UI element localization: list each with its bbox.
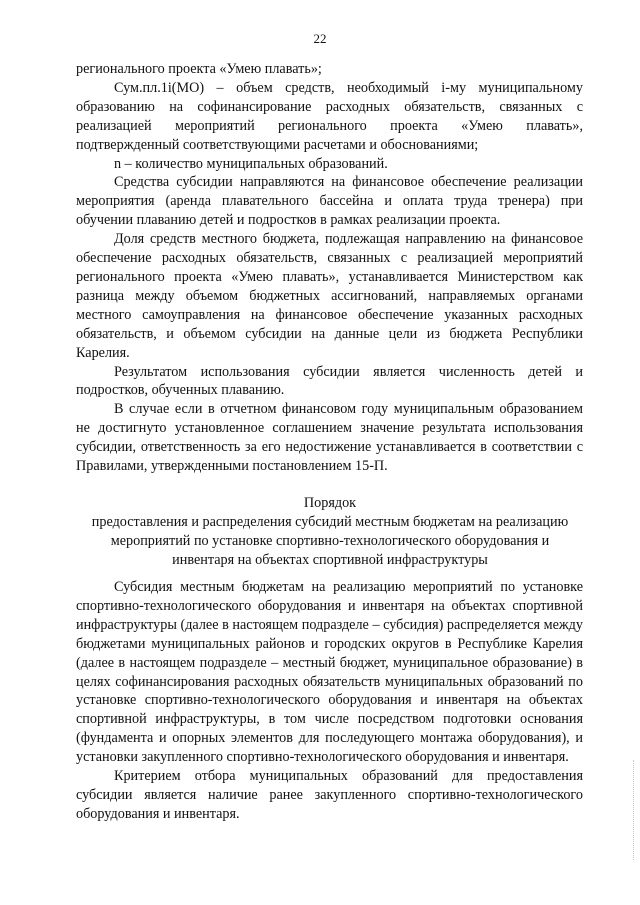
paragraph-local-budget-share: Доля средств местного бюджета, подлежащая направлению на финансовое обеспечение расходных обязательств, связанных с реализацией мероприятий регионального проекта «Умею плавать», устанавливается Министерством как разница между объемом бюджетных ассигнований, направляемых органами местного самоуправления на финансовое обеспечение указанных расходных обязательств, и объемом субсидии на данные цели из бюджета Республики Карелия. xyxy=(76,231,583,361)
paragraph-subsidy-purpose: Средства субсидии направляются на финансовое обеспечение реализации мероприятия (аренда плавательного бассейна и оплата труда тренера) при обучении плаванию детей и подростков в рамках реализации проекта. xyxy=(76,174,583,229)
body-text-top xyxy=(76,60,583,476)
section-title: Порядок xyxy=(303,495,357,511)
section-subtitle-line: мероприятий по установке спортивно-технологического оборудования и xyxy=(110,532,550,549)
section-heading xyxy=(70,494,590,570)
paragraph-result: Результатом использования субсидии является численность детей и подростков, обученных плаванию. xyxy=(76,363,583,399)
paragraph-formula-definition: Сум.пл.1i(МО) – объем средств, необходимый i-му муниципальному образованию на софинансирование расходных обязательств, связанных с реализацией мероприятий регионального проекта «Умею плавать», подтвержденный соответствующими расчетами и обоснованиями; xyxy=(76,79,583,153)
section-subtitle-line: инвентаря на объектах спортивной инфраструктуры xyxy=(172,551,488,568)
body-text-bottom xyxy=(76,578,583,824)
section-subtitle-line: предоставления и распределения субсидий местным бюджетам на реализацию xyxy=(91,513,569,530)
paragraph-selection-criterion: Критерием отбора муниципальных образований для предоставления субсидии является наличие ранее закупленного спортивно-технологического оборудования и инвентаря. xyxy=(76,768,583,822)
page-number: 22 xyxy=(313,31,327,46)
paragraph-continuation: регионального проекта «Умею плавать»; xyxy=(76,61,322,77)
paragraph-responsibility: В случае если в отчетном финансовом году муниципальным образованием не достигнуто установленное соглашением значение результата использования субсидии, ответственность за его недостижение устанавливается в соответствии с Правилами, утвержденными постановлением 15-П. xyxy=(76,401,583,475)
paragraph-subsidy-distribution: Субсидия местным бюджетам на реализацию мероприятий по установке спортивно-технологического оборудования и инвентаря на объектах спортивной инфраструктуры (далее в настоящем подразделе – субсидия) распределяется между бюджетами муниципальных районов и городских округов в Республике Карелия (далее в настоящем подразделе – местный бюджет, муниципальное образование) в целях софинансирования расходных обязательств муниципальных образований по установке спортивно-технологического оборудования и инвентаря на объектах спортивной инфраструктуры, в том числе посредством подготовки основания (фундамента и опорных элементов для последующего монтажа оборудования), и установки закупленного спортивно-технологического оборудования и инвентаря. xyxy=(76,579,583,766)
paragraph-n-definition: n – количество муниципальных образований. xyxy=(114,155,388,172)
scan-edge-marks xyxy=(631,760,634,860)
